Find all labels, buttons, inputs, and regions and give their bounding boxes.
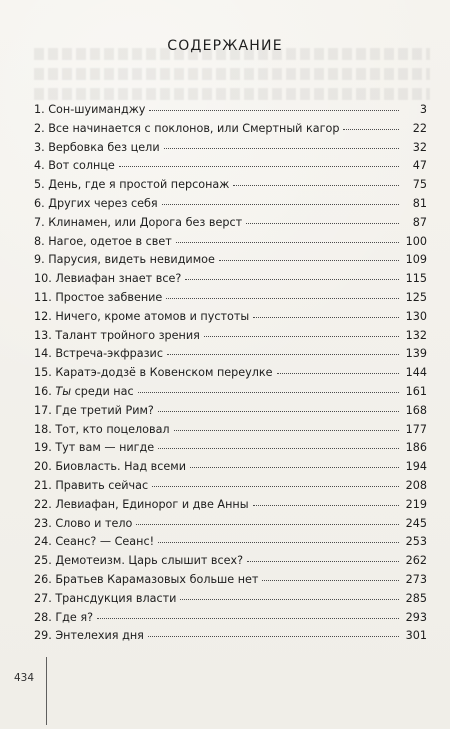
toc-entry-title: 14. Встреча-экфразис — [34, 347, 163, 361]
dot-leader — [343, 128, 399, 130]
italic-word: Ты — [55, 384, 72, 398]
toc-entry — [34, 270, 427, 289]
toc-page-number: 168 — [405, 403, 427, 417]
dot-leader — [166, 297, 399, 299]
dot-leader — [158, 447, 399, 449]
dot-leader — [138, 391, 399, 393]
toc-entry-title: 17. Где третий Рим? — [34, 403, 154, 417]
toc-entry — [34, 139, 427, 158]
toc-page-number: 132 — [405, 328, 427, 342]
toc-page-number: 208 — [405, 478, 427, 492]
toc-entry — [34, 195, 427, 214]
dot-leader — [253, 316, 399, 318]
dot-leader — [97, 617, 399, 619]
toc-page-number: 100 — [405, 234, 427, 248]
toc-entry-title: 3. Вербовка без цели — [34, 140, 160, 154]
toc-page-number: 32 — [412, 140, 427, 154]
toc-entry-title: 12. Ничего, кроме атомов и пустоты — [34, 309, 250, 323]
dot-leader — [219, 259, 399, 261]
toc-entry-title: 1. Сон-шуиманджу — [34, 103, 146, 116]
toc-entry — [34, 421, 427, 440]
dot-leader — [167, 353, 399, 355]
toc-page-number: 75 — [412, 178, 427, 192]
toc-entry — [34, 308, 427, 327]
toc-entry — [34, 214, 427, 233]
toc-entry-title: 19. Тут вам — нигде — [34, 441, 155, 455]
dot-leader — [149, 109, 399, 111]
toc-entry-title: 27. Трансдукция власти — [34, 591, 177, 605]
dot-leader — [233, 184, 399, 186]
toc-entry-title: 23. Слово и тело — [34, 516, 133, 530]
toc-entry-title: 21. Править сейчас — [34, 478, 149, 492]
toc-entry-title: 6. Других через себя — [34, 196, 158, 210]
dot-leader — [148, 635, 399, 637]
toc-page-number: 245 — [405, 516, 427, 530]
toc-entry — [34, 533, 427, 552]
toc-entry-title: 7. Клинамен, или Дорога без верст — [34, 215, 243, 229]
dot-leader — [190, 466, 399, 468]
toc-entry — [34, 496, 427, 515]
toc-entry — [34, 345, 427, 364]
toc-entry — [34, 402, 427, 421]
toc-page-number: 22 — [412, 121, 427, 135]
toc-entry-title: 8. Нагое, одетое в свет — [34, 234, 172, 248]
toc-page-number: 177 — [405, 422, 427, 436]
toc-entry — [34, 590, 427, 609]
toc-entry-title: 9. Парусия, видеть невидимое — [34, 253, 215, 267]
toc-entry-title: 18. Тот, кто поцеловал — [34, 422, 170, 436]
toc-page-number: 81 — [412, 196, 427, 210]
toc-entry-title: 15. Каратэ-додзё в Ковенском переулке — [34, 366, 273, 380]
dot-leader — [277, 372, 399, 374]
dot-leader — [246, 222, 399, 224]
dot-leader — [262, 579, 399, 581]
toc-entry — [34, 364, 427, 383]
toc-entry-title: 22. Левиафан, Единорог и две Анны — [34, 497, 249, 511]
page-number: 434 — [14, 672, 35, 684]
dot-leader — [176, 241, 399, 243]
dot-leader — [174, 429, 399, 431]
toc-page-number: 125 — [405, 290, 427, 304]
toc-entry-title: 10. Левиафан знает все? — [34, 272, 182, 286]
toc-entry-title: 5. День, где я простой персонаж — [34, 178, 230, 192]
toc-page-number: 194 — [405, 460, 427, 474]
toc-entry — [34, 157, 427, 176]
table-of-contents — [34, 101, 427, 646]
toc-entry-title: 28. Где я? — [34, 610, 94, 624]
toc-entry — [34, 233, 427, 252]
show-through-text — [34, 88, 430, 100]
toc-entry — [34, 289, 427, 308]
toc-page-number: 139 — [405, 347, 427, 361]
dot-leader — [162, 203, 399, 205]
toc-entry-title: 11. Простое забвение — [34, 290, 163, 304]
dot-leader — [253, 504, 399, 506]
dot-leader — [204, 335, 399, 337]
toc-page-number: 273 — [405, 572, 427, 586]
toc-entry — [34, 101, 427, 120]
toc-entry — [34, 176, 427, 195]
toc-entry-title: 26. Братьев Карамазовых больше нет — [34, 572, 259, 586]
toc-entry — [34, 439, 427, 458]
toc-page-number: 87 — [412, 215, 427, 229]
toc-entry-title: 2. Все начинается с поклонов, или Смертный кагор — [34, 121, 340, 135]
toc-entry — [34, 251, 427, 270]
toc-page-number: 253 — [405, 535, 427, 549]
toc-entry — [34, 383, 427, 402]
toc-entry — [34, 327, 427, 346]
toc-page-number: 109 — [405, 253, 427, 267]
toc-entry-title: 20. Биовласть. Над всеми — [34, 460, 187, 474]
toc-entry-title: 16. Ты среди нас — [34, 384, 134, 398]
toc-page-number: 144 — [405, 366, 427, 380]
toc-page-number: 47 — [412, 159, 427, 173]
dot-leader — [152, 485, 399, 487]
dot-leader — [158, 541, 399, 543]
dot-leader — [158, 410, 399, 412]
toc-page-number: 293 — [405, 610, 427, 624]
toc-entry — [34, 552, 427, 571]
dot-leader — [119, 165, 399, 167]
dot-leader — [185, 278, 399, 280]
toc-entry — [34, 571, 427, 590]
toc-page-number: 262 — [405, 554, 427, 568]
contents-title: СОДЕРЖАНИЕ — [167, 38, 283, 54]
dot-leader — [180, 598, 399, 600]
toc-page-number: 115 — [405, 272, 427, 286]
dot-leader — [164, 147, 399, 149]
toc-page-number: 3 — [419, 103, 427, 116]
toc-entry-title: 4. Вот солнце — [34, 159, 115, 173]
dot-leader — [247, 560, 399, 562]
toc-page-number: 130 — [405, 309, 427, 323]
toc-entry — [34, 477, 427, 496]
toc-page-number: 186 — [405, 441, 427, 455]
toc-entry-title: 25. Демотеизм. Царь слышит всех? — [34, 554, 244, 568]
toc-entry-title: 24. Сеанс? — Сеанс! — [34, 535, 155, 549]
toc-page-number: 301 — [405, 629, 427, 643]
dot-leader — [136, 523, 399, 525]
toc-page-number: 285 — [405, 591, 427, 605]
toc-page-number: 161 — [405, 384, 427, 398]
toc-entry — [34, 627, 427, 646]
page-number-divider — [46, 657, 47, 725]
toc-entry-title: 13. Талант тройного зрения — [34, 328, 200, 342]
toc-page-number: 219 — [405, 497, 427, 511]
toc-entry — [34, 515, 427, 534]
toc-entry — [34, 458, 427, 477]
toc-entry — [34, 120, 427, 139]
show-through-text — [34, 68, 430, 80]
toc-entry — [34, 609, 427, 628]
toc-entry-title: 29. Энтелехия дня — [34, 629, 144, 643]
